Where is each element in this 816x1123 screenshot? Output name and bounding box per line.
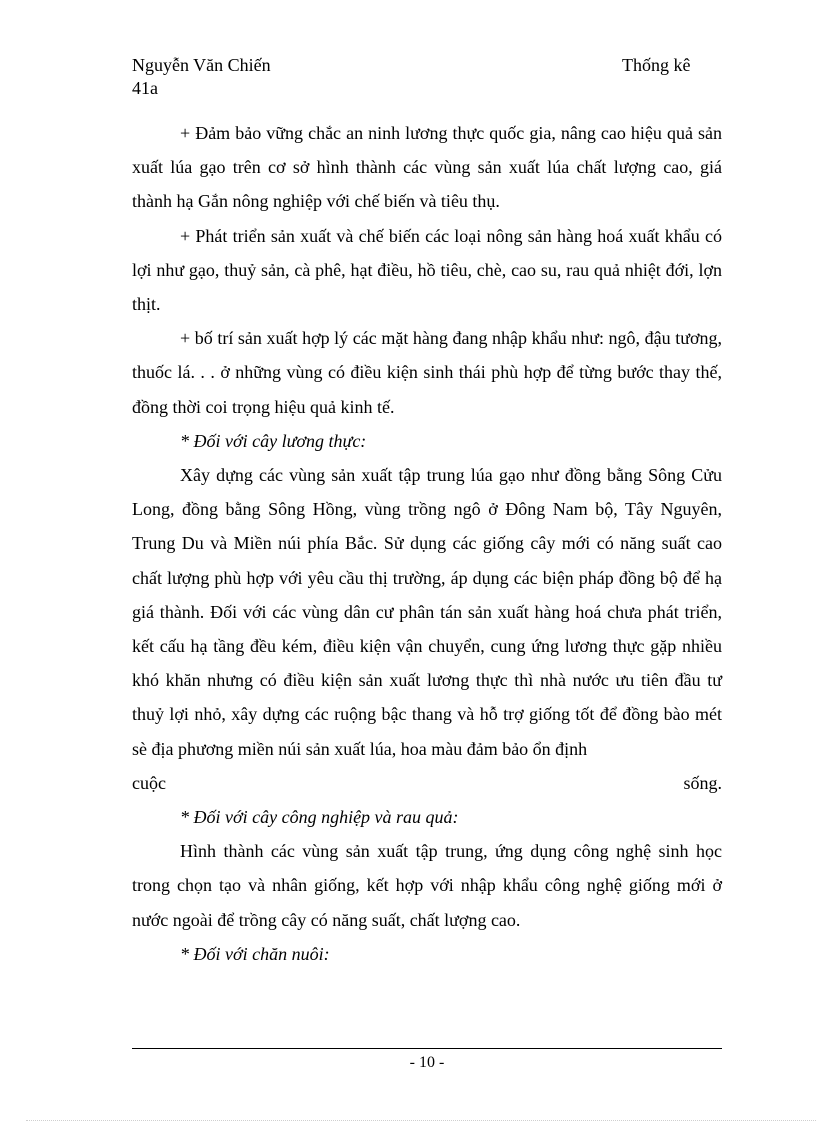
word-song: sống.: [683, 772, 722, 793]
heading-livestock: * Đối với chăn nuôi:: [180, 943, 330, 964]
page-number: - 10 -: [409, 1054, 445, 1071]
paragraph-food-crops-end: [132, 766, 722, 800]
body-text: [132, 116, 722, 971]
paragraph-industrial-crops: Hình thành các vùng sản xuất tập trung, ứng dụng công nghệ sinh học trong chọn tạo và nhân giống, kết hợp với nhập khẩu công nghệ giống mới ở nước ngoài để trồng cây có năng suất, chất lượng cao.: [132, 841, 722, 930]
footer-divider: [132, 1048, 722, 1049]
word-cuoc: cuộc: [132, 772, 166, 793]
page-bottom-edge: [26, 1120, 816, 1121]
paragraph-food-crops: Xây dựng các vùng sản xuất tập trung lúa gạo như đồng bằng Sông Cửu Long, đồng bằng Sông Hồng, vùng trồng ngô ở Đông Nam bộ, Tây Nguyên, Trung Du và Miền núi phía Bắc. Sử dụng các giống cây mới có năng suất cao chất lượng phù hợp với yêu cầu thị trường, áp dụng các biện pháp đồng bộ để hạ giá thành. Đối với các vùng dân cư phân tán sản xuất hàng hoá chưa phát triển, kết cấu hạ tầng đều kém, điều kiện vận chuyển, cung ứng lương thực gặp nhiều khó khăn nhưng có điều kiện sản xuất lương thực thì nhà nước ưu tiên đầu tư thuỷ lợi nhỏ, xây dựng các ruộng bậc thang và hỗ trợ giống tốt để đồng bào mét sè địa phương miền núi sản xuất lúa, hoa màu đảm bảo ổn định: [132, 465, 722, 759]
paragraph-export-products: + Phát triển sản xuất và chế biến các loại nông sản hàng hoá xuất khẩu có lợi như gạo, thuỷ sản, cà phê, hạt điều, hồ tiêu, chè, cao su, rau quả nhiệt đới, lợn thịt.: [132, 225, 722, 315]
header-subject: Thống kê: [622, 55, 691, 75]
paragraph-food-security: + Đảm bảo vững chắc an ninh lương thực quốc gia, nâng cao hiệu quả sản xuất lúa gạo trên cơ sở hình thành các vùng sản xuất lúa chất lượng cao, giá thành hạ Gắn nông nghiệp với chế biến và tiêu thụ.: [132, 123, 722, 212]
heading-industrial-crops: * Đối với cây công nghiệp và rau quả:: [180, 807, 459, 828]
header-class-code: 41a: [132, 78, 158, 98]
heading-food-crops: * Đối với cây lương thực:: [180, 430, 367, 451]
header-author: Nguyễn Văn Chiến: [132, 55, 271, 75]
paragraph-import-substitution: + bố trí sản xuất hợp lý các mặt hàng đang nhập khẩu như: ngô, đậu tương, thuốc lá. . . ở những vùng có điều kiện sinh thái phù hợp để từng bước thay thế, đồng thời coi trọng hiệu quả kinh tế.: [132, 328, 722, 417]
